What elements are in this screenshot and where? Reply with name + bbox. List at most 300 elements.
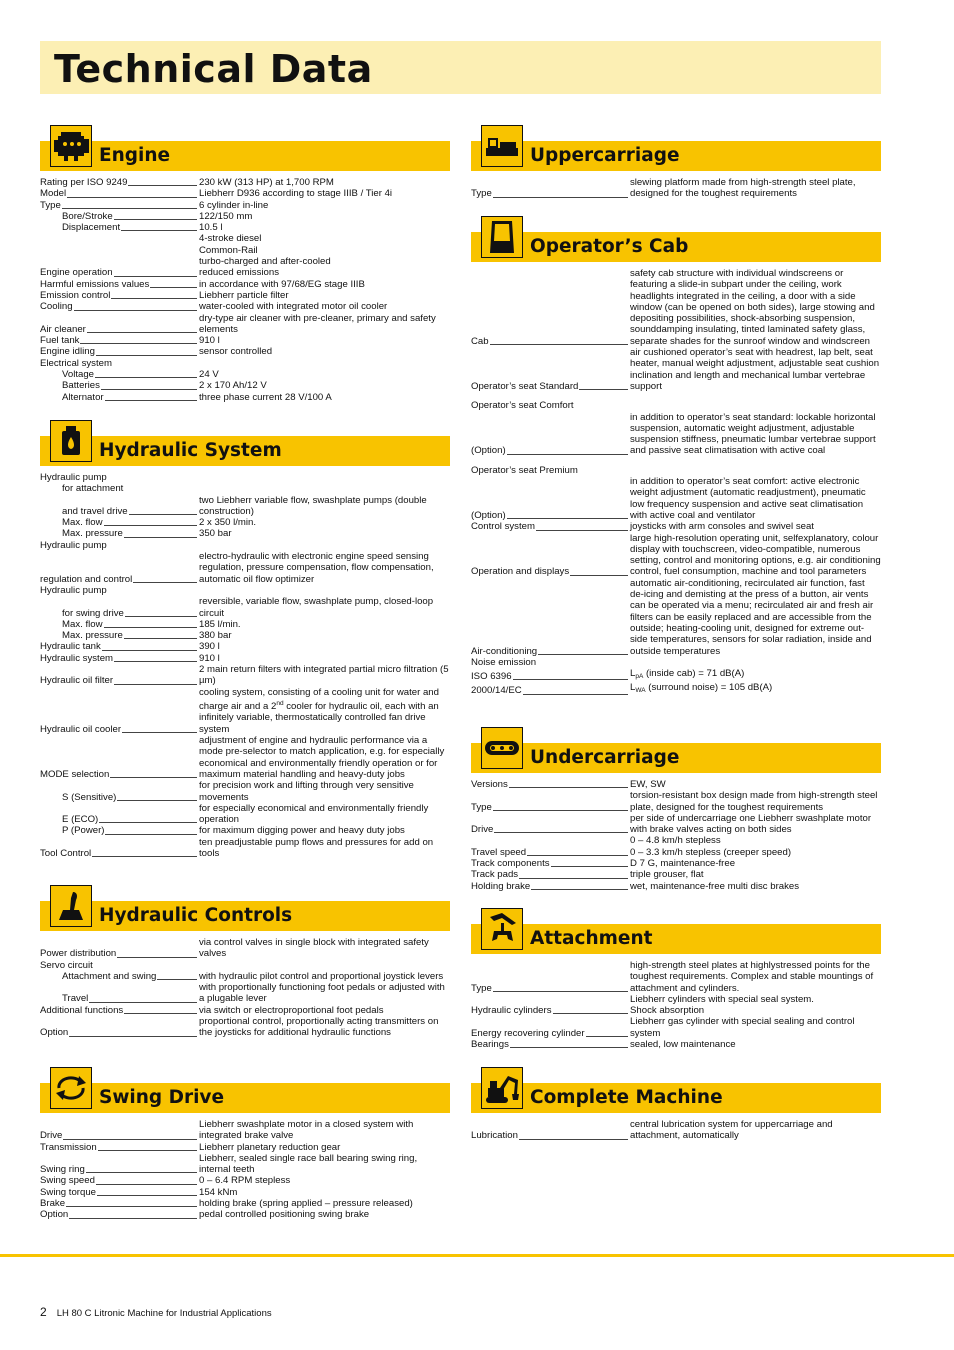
spec-value: in addition to operator’s seat comfort: active electronic weight adjustment (automatic readjustment), pneumatic low frequency suspension and active seat climatisation with active coal and ventilator	[630, 476, 866, 521]
spec-row	[40, 735, 450, 780]
spec-label-text: Cab	[471, 335, 489, 347]
spec-value: Liebherr swashplate motor in a closed system with integrated brake valve	[199, 1119, 414, 1142]
section-engine	[40, 125, 450, 403]
spec-label-text: (Option)	[471, 509, 506, 521]
spec-label	[40, 472, 198, 483]
leader-line	[586, 1036, 628, 1037]
spec-label	[40, 528, 198, 539]
leader-line	[110, 777, 197, 778]
spec-label-text: Tool Control	[40, 847, 92, 859]
footer	[40, 1305, 272, 1319]
spec-value: holding brake (spring applied – pressure released)	[199, 1198, 413, 1210]
spec-value: in accordance with 97/68/EG stage IIIB	[199, 278, 365, 290]
leader-line	[114, 661, 197, 662]
spec-label	[40, 540, 198, 551]
spec-label	[40, 825, 198, 836]
leader-line	[527, 855, 628, 856]
spec-label	[40, 380, 198, 391]
spec-row	[40, 630, 450, 641]
spec-row	[40, 837, 450, 860]
spec-label	[40, 1198, 198, 1209]
spec-row	[40, 825, 450, 836]
spec-label-text: Holding brake	[471, 880, 531, 892]
section-title: Attachment	[530, 928, 653, 949]
leader-line	[86, 1172, 197, 1173]
spec-label-text: Air-conditioning	[471, 645, 538, 657]
spec-label	[471, 682, 629, 696]
spec-label-text: Operator’s seat Standard	[471, 380, 579, 392]
spec-label	[40, 1153, 198, 1176]
spec-label	[40, 335, 198, 346]
spec-row	[471, 412, 881, 457]
spec-label-text: Swing speed	[40, 1175, 95, 1187]
spec-row	[40, 982, 450, 1005]
spec-value	[198, 472, 450, 483]
spec-value: 230 kW (313 HP) at 1,700 RPM	[199, 177, 334, 188]
spec-label-text: P (Power)	[62, 825, 105, 837]
leader-line	[519, 1139, 628, 1140]
section-operators-cab	[471, 216, 881, 697]
spec-label-text: Max. flow	[62, 618, 103, 630]
spec-value: 390 l	[199, 641, 220, 653]
leader-line	[80, 343, 197, 344]
footer-rule	[0, 1254, 954, 1257]
spec-label-text: Rating per ISO 9249	[40, 177, 128, 188]
spec-label	[471, 813, 629, 836]
spec-row	[471, 578, 881, 657]
spec-label	[40, 1209, 198, 1220]
spec-value: D 7 G, maintenance-free	[630, 858, 736, 870]
row-spacer	[471, 392, 881, 400]
spec-value	[198, 585, 450, 596]
spec-label-text: Swing torque	[40, 1186, 96, 1198]
spec-row	[471, 779, 881, 790]
spec-row	[40, 1198, 450, 1209]
spec-value	[198, 483, 450, 494]
section-complete-machine	[471, 1067, 881, 1142]
spec-row	[40, 1187, 450, 1198]
spec-value	[198, 960, 450, 971]
leader-line	[513, 679, 628, 680]
spec-label-text: Max. flow	[62, 517, 103, 529]
spec-row	[40, 211, 450, 222]
spec-value: 2 main return filters with integrated partial micro filtration (5 µm)	[199, 664, 449, 687]
spec-row	[471, 994, 881, 1017]
spec-row	[40, 517, 450, 528]
leader-line	[493, 991, 628, 992]
spec-row	[40, 803, 450, 826]
leader-line	[553, 1013, 628, 1014]
spec-label	[40, 551, 198, 585]
leader-line	[494, 832, 628, 833]
spec-value: EW, SW	[630, 779, 666, 790]
spec-label-text: Harmful emissions values	[40, 278, 150, 290]
spec-row	[471, 869, 881, 880]
spec-label-text: Power distribution	[40, 948, 117, 960]
spec-value: via switch or electroproportional foot pedals	[199, 1004, 384, 1016]
leader-line	[121, 230, 197, 231]
spec-value: 2 x 350 l/min.	[199, 517, 257, 529]
spec-label-text: Hydraulic pump	[40, 472, 107, 483]
spec-label	[471, 400, 629, 411]
spec-value	[629, 400, 881, 411]
spec-value: high-strength steel plates at highlystressed points for the toughest requirements. Complex and stable mountings of attachment and cylinders.	[630, 960, 874, 994]
spec-value: wet, maintenance-free multi disc brakes	[630, 880, 800, 892]
spec-row	[471, 682, 881, 696]
spec-row	[40, 780, 450, 803]
spec-label-text: Bearings	[471, 1039, 509, 1051]
spec-label	[40, 177, 198, 188]
spec-row	[40, 937, 450, 960]
spec-label-text: Servo circuit	[40, 959, 93, 971]
spec-label	[471, 476, 629, 521]
spec-value: dry-type air cleaner with pre-cleaner, primary and safety elements	[199, 312, 436, 335]
leader-line	[507, 518, 628, 519]
spec-label-text: Track pads	[471, 869, 519, 881]
leader-line	[570, 575, 628, 576]
spec-value: 10.5 l	[199, 222, 223, 234]
spec-label	[40, 200, 198, 211]
oil-can-icon	[50, 420, 92, 462]
spec-row	[40, 971, 450, 982]
spec-label	[40, 222, 198, 233]
spec-value: for especially economical and environmentally friendly operation	[199, 802, 429, 826]
leader-line	[122, 732, 197, 733]
spec-label-text: regulation and control	[40, 573, 133, 585]
spec-label-text: Engine operation	[40, 267, 113, 279]
section-title: Engine	[99, 145, 171, 166]
spec-row	[40, 1142, 450, 1153]
leader-line	[579, 389, 628, 390]
spec-label	[40, 641, 198, 652]
spec-row	[40, 279, 450, 290]
spec-value: large high-resolution operating unit, selfexplanatory, colour display with touchscreen, video-compatible, numerous setting, control and monitoring options, e.g. air conditioning control, fuel consumption, machine and tool parameters	[630, 532, 881, 578]
leader-line	[523, 694, 628, 695]
spec-label	[471, 1039, 629, 1050]
spec-label	[40, 1142, 198, 1153]
spec-row	[40, 200, 450, 211]
section-attachment	[471, 908, 881, 1050]
spec-value: sealed, low maintenance	[630, 1039, 736, 1051]
spec-value: 350 bar	[199, 528, 232, 540]
spec-label	[40, 619, 198, 630]
spec-label	[471, 1016, 629, 1039]
spec-label	[40, 960, 198, 971]
spec-label-text: Hydraulic pump	[40, 539, 107, 551]
spec-row	[471, 657, 881, 668]
section-swing-drive	[40, 1067, 450, 1221]
spec-label-text: Track components	[471, 858, 550, 870]
spec-label-text: ISO 6396	[471, 671, 512, 683]
spec-value: 0 – 4.8 km/h stepless 0 – 3.3 km/h stepless (creeper speed)	[630, 835, 792, 858]
spec-label-text: Displacement	[62, 222, 121, 234]
spec-label	[40, 653, 198, 664]
spec-label	[40, 290, 198, 301]
spec-label	[40, 687, 198, 735]
spec-label-text: Drive	[471, 824, 494, 836]
spec-label-text: Drive	[40, 1130, 63, 1142]
spec-row	[40, 233, 450, 278]
spec-label	[471, 412, 629, 457]
spec-value: cooling system, consisting of a cooling unit for water and charge air and a 2nd cooler for hydraulic oil, each with an infinitely variable, thermostatically controlled fan drive system	[199, 686, 439, 735]
section-hydraulic-system	[40, 420, 450, 859]
spec-row	[40, 1175, 450, 1186]
spec-label	[471, 790, 629, 813]
section-title: Uppercarriage	[530, 145, 680, 166]
spec-value: for maximum digging power and heavy duty jobs	[199, 825, 405, 837]
spec-label	[40, 837, 198, 860]
spec-label-text: Hydraulic cylinders	[471, 1005, 552, 1017]
spec-label	[40, 369, 198, 380]
spec-row	[471, 858, 881, 869]
spec-row	[40, 641, 450, 652]
spec-value: $L_{WA}$ (surround noise) = 105 dB(A)	[630, 682, 773, 695]
spec-row	[471, 960, 881, 994]
spec-row	[471, 465, 881, 476]
spec-label-text: 2000/14/EC	[471, 685, 522, 697]
spec-row	[471, 177, 881, 200]
spec-label	[471, 869, 629, 880]
spec-row	[40, 380, 450, 391]
section-title: Hydraulic System	[99, 440, 282, 461]
spec-label-text: Additional functions	[40, 1004, 124, 1016]
spec-label	[40, 233, 198, 278]
spec-value	[629, 657, 881, 668]
spec-value: per side of undercarriage one Liebherr swashplate motor with brake valves acting on both sides	[630, 812, 872, 836]
spec-label-text: Alternator	[62, 391, 104, 403]
spec-row	[40, 188, 450, 199]
spec-label	[471, 268, 629, 347]
spec-row	[471, 521, 881, 532]
spec-label-text: Air cleaner	[40, 323, 86, 335]
spec-value: safety cab structure with individual windscreens or featuring a slide-in subpart under the ceiling, work headlights integrated in the ceiling, a door with a side window (can be opened on both sides), large stowing and depositing possibilities, shock-absorbing suspension, sounddamping insulating, tinted laminated safety glass, separate shades for the sunroof window and windscreen	[630, 268, 875, 347]
spec-row	[471, 533, 881, 578]
spec-value: sensor controlled	[199, 346, 273, 358]
section-title: Operator’s Cab	[530, 236, 689, 257]
spec-label	[471, 177, 629, 200]
spec-label-text: Brake	[40, 1198, 66, 1210]
spec-value: proportional control, proportionally acting transmitters on the joysticks for additional hydraulic functions	[199, 1016, 439, 1039]
spec-label-text: Lubrication	[471, 1130, 518, 1142]
spec-row	[40, 369, 450, 380]
spec-label-text: Attachment and swing	[62, 970, 157, 982]
spec-label	[40, 358, 198, 369]
spec-value: with hydraulic pilot control and proportional joystick levers	[199, 970, 444, 982]
leader-line	[105, 834, 197, 835]
spec-label-text: Hydraulic oil filter	[40, 675, 114, 687]
spec-value: electro-hydraulic with electronic engine speed sensing regulation, pressure compensation, flow compensation, automatic oil flow optimizer	[199, 551, 434, 585]
spec-label	[40, 780, 198, 803]
spec-label	[471, 521, 629, 532]
spec-value: central lubrication system for uppercarriage and attachment, automatically	[630, 1119, 833, 1142]
spec-value: 6 cylinder in-line	[199, 199, 269, 211]
spec-value: three phase current 28 V/100 A	[199, 391, 332, 403]
spec-label-text: Versions	[471, 779, 508, 790]
spec-label	[40, 495, 198, 518]
spec-label	[40, 188, 198, 199]
leader-line	[102, 650, 197, 651]
spec-label-text: Type	[40, 199, 61, 211]
rotate-arrows-icon	[50, 1067, 92, 1109]
spec-value: 0 – 6.4 RPM stepless	[199, 1175, 291, 1187]
leader-line	[114, 276, 197, 277]
leader-line	[490, 344, 628, 345]
spec-label	[471, 881, 629, 892]
spec-label	[40, 1187, 198, 1198]
spec-label	[40, 664, 198, 687]
spec-label-text: Hydraulic tank	[40, 641, 101, 653]
spec-row	[40, 653, 450, 664]
leader-line	[96, 355, 197, 356]
leader-line	[74, 310, 197, 311]
spec-label-text: Transmission	[40, 1141, 97, 1153]
leader-line	[125, 616, 197, 617]
leader-line	[87, 332, 197, 333]
spec-value: 910 l	[199, 335, 220, 347]
leader-line	[114, 219, 197, 220]
spec-value: adjustment of engine and hydraulic performance via a mode pre-selector to match application, e.g. for especially economical and environmentally friendly operation or for maximum material handling and heavy-duty jobs	[199, 735, 445, 780]
leader-line	[157, 979, 197, 980]
spec-row	[40, 335, 450, 346]
spec-row	[40, 301, 450, 312]
spec-value: 2 x 170 Ah/12 V	[199, 380, 267, 392]
leader-line	[150, 287, 197, 288]
spec-value: reversible, variable flow, swashplate pump, closed-loop circuit	[199, 596, 434, 619]
leader-line	[89, 1002, 197, 1003]
leader-line	[69, 1218, 197, 1219]
spec-value: Liebherr particle filter	[199, 289, 289, 301]
leader-line	[98, 1150, 197, 1151]
spec-value: $L_{pA}$ (inside cab) = 71 dB(A)	[630, 668, 745, 681]
spec-row	[471, 1016, 881, 1039]
leader-line	[62, 208, 197, 209]
leader-line	[117, 957, 197, 958]
spec-value	[629, 465, 881, 476]
leader-line	[67, 197, 197, 198]
leader-line	[92, 856, 197, 857]
spec-value: 24 V	[199, 369, 219, 381]
spec-label-text: Travel	[62, 993, 89, 1005]
section-hydraulic-controls	[40, 885, 450, 1039]
spec-label-text: Operator’s seat Comfort	[471, 400, 574, 412]
spec-label-text: Travel speed	[471, 846, 527, 858]
leader-line	[551, 866, 628, 867]
spec-label	[40, 596, 198, 619]
spec-label-text: Swing ring	[40, 1164, 85, 1176]
spec-label	[471, 1119, 629, 1142]
spec-label	[40, 803, 198, 826]
leader-line	[536, 530, 628, 531]
spec-label	[40, 1016, 198, 1039]
leader-line	[99, 822, 197, 823]
spec-label-text: Max. pressure	[62, 630, 123, 642]
leader-line	[104, 525, 197, 526]
spec-row	[40, 313, 450, 336]
spec-row	[471, 790, 881, 813]
section-title: Hydraulic Controls	[99, 905, 293, 926]
spec-value: water-cooled with integrated motor oil cooler	[199, 301, 388, 313]
spec-label	[40, 630, 198, 641]
leader-line	[509, 787, 628, 788]
spec-row	[471, 881, 881, 892]
spec-value: joysticks with arm consoles and swivel seat	[630, 521, 814, 533]
spec-row	[40, 664, 450, 687]
spec-row	[40, 472, 450, 483]
spec-value	[198, 540, 450, 551]
spec-row	[40, 619, 450, 630]
spec-row	[40, 222, 450, 233]
spec-value: air cushioned operator’s seat with headrest, lap belt, seat heater, manual weight adjustment, adjustable seat cushion inclination and length and mechanical lumbar vertebrae support	[630, 347, 880, 392]
spec-label-text: for attachment	[62, 483, 124, 495]
spec-label	[471, 533, 629, 578]
cab-icon	[481, 216, 523, 258]
spec-value: 380 bar	[199, 630, 232, 642]
spec-label	[471, 465, 629, 476]
leader-line	[124, 1013, 197, 1014]
spec-value: two Liebherr variable flow, swashplate pumps (double construction)	[199, 494, 427, 517]
spec-label-text: Type	[471, 188, 492, 200]
spec-label-text: Operation and displays	[471, 566, 570, 578]
spec-label	[40, 279, 198, 290]
spec-label	[471, 347, 629, 392]
section-title: Swing Drive	[99, 1087, 225, 1108]
spec-value: torsion-resistant box design made from high-strength steel plate, designed for the toughest requirements	[630, 790, 878, 813]
spec-row	[40, 1005, 450, 1016]
spec-label-text: Noise emission	[471, 656, 537, 668]
spec-label	[471, 657, 629, 668]
leader-line	[104, 627, 197, 628]
spec-label-text: Max. pressure	[62, 528, 123, 540]
spec-row	[40, 358, 450, 369]
leader-line	[531, 889, 628, 890]
joystick-icon	[50, 885, 92, 927]
spec-label	[40, 346, 198, 357]
spec-row	[40, 495, 450, 518]
spec-label-text: Bore/Stroke	[62, 210, 113, 222]
spec-label-text: Operator’s seat Premium	[471, 464, 578, 476]
leader-line	[538, 654, 628, 655]
spec-label-text: Cooling	[40, 301, 73, 313]
section-undercarriage	[471, 727, 881, 892]
spec-value: Liebherr cylinders with special seal system. Shock absorption	[630, 993, 814, 1017]
spec-value: 4-stroke diesel Common-Rail turbo-charged and after-cooled reduced emissions	[199, 233, 331, 279]
spec-label	[40, 585, 198, 596]
spec-row	[471, 813, 881, 836]
spec-value: 185 l/min.	[199, 618, 241, 630]
leader-line	[519, 878, 628, 879]
spec-label	[40, 982, 198, 1005]
spec-label	[471, 835, 629, 858]
spec-label	[471, 668, 629, 682]
spec-label-text: S (Sensitive)	[62, 791, 117, 803]
spec-row	[471, 400, 881, 411]
spec-row	[40, 960, 450, 971]
spec-row	[40, 290, 450, 301]
spec-value: pedal controlled positioning swing brake	[199, 1209, 370, 1221]
engine-icon	[50, 125, 92, 167]
spec-label-text: Electrical system	[40, 357, 112, 369]
page-title: Technical Data	[54, 47, 373, 91]
spec-label-text: E (ECO)	[62, 814, 99, 826]
spec-value: Liebherr D936 according to stage IIIB / Tier 4i	[199, 188, 393, 200]
title-bar	[40, 41, 881, 94]
section-uppercarriage	[471, 125, 881, 200]
spec-row	[40, 177, 450, 188]
spec-row	[40, 687, 450, 735]
spec-label	[40, 211, 198, 222]
leader-line	[101, 389, 197, 390]
spec-label	[471, 779, 629, 790]
